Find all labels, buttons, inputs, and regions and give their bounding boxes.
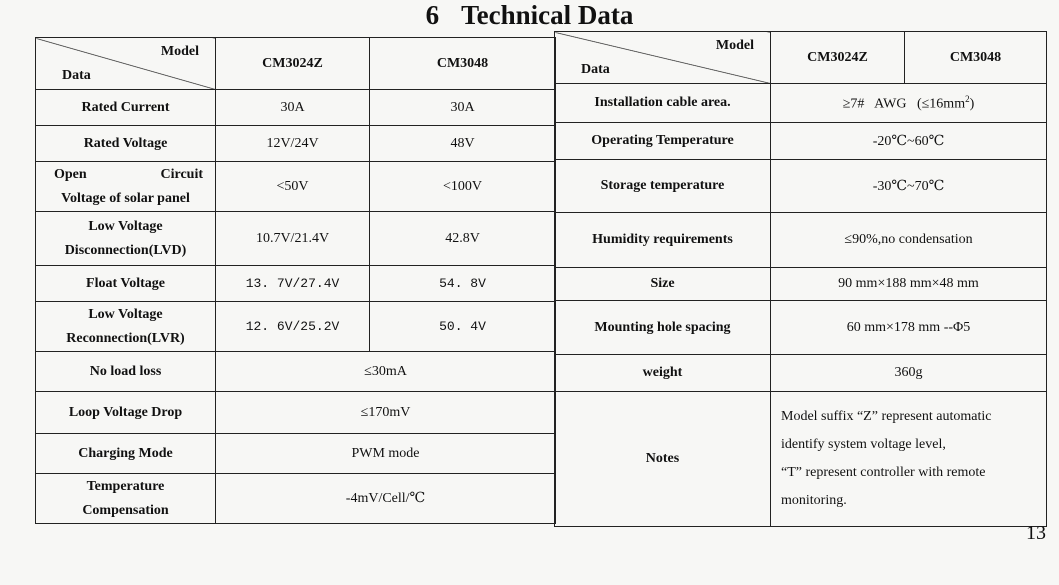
table-row <box>36 266 556 302</box>
cell-value: ≤170mV <box>216 392 556 434</box>
row-label-line: Voltage of solar panel <box>61 190 190 206</box>
row-label: Rated Voltage <box>36 126 216 162</box>
row-label-line: Low Voltage <box>88 218 163 234</box>
notes-cell <box>771 392 1047 527</box>
table-row <box>36 392 556 434</box>
table-row <box>36 90 556 126</box>
row-label <box>36 212 216 266</box>
section-number: 6 <box>425 0 440 30</box>
cell-value: ≤90%,no condensation <box>771 213 1047 268</box>
row-label: Installation cable area. <box>555 84 771 123</box>
note-line: “T” represent controller with remote monitoring. <box>781 465 986 508</box>
row-label: Mounting hole spacing <box>555 301 771 355</box>
cell-cm3024z: 10.7V/21.4V <box>216 212 370 266</box>
table-row <box>555 268 1047 301</box>
cell-cm3048: 42.8V <box>370 212 556 266</box>
page-number: 13 <box>1026 522 1046 544</box>
table-row <box>36 162 556 212</box>
row-label <box>36 474 216 524</box>
section-title <box>0 0 1059 30</box>
cell-value: 60 mm×178 mm --Φ5 <box>771 301 1047 355</box>
col-header-cm3048: CM3048 <box>370 38 556 90</box>
table-row <box>36 126 556 162</box>
section-title-text: Technical Data <box>461 0 634 30</box>
table-row <box>555 84 1047 123</box>
cell-cm3048: 48V <box>370 126 556 162</box>
data-header-label: Data <box>581 62 610 77</box>
data-header-label: Data <box>62 68 91 83</box>
cell-cm3024z: <50V <box>216 162 370 212</box>
table-row <box>555 160 1047 213</box>
table-row <box>36 474 556 524</box>
table-row <box>555 123 1047 160</box>
table-row <box>555 392 1047 527</box>
cell-cm3024z: 12V/24V <box>216 126 370 162</box>
row-label: Humidity requirements <box>555 213 771 268</box>
cell-value: PWM mode <box>216 434 556 474</box>
row-label-line: Disconnection(LVD) <box>64 242 187 258</box>
cell-cm3024z: 12. 6V/25.2V <box>216 302 370 352</box>
cell-value: 90 mm×188 mm×48 mm <box>771 268 1047 301</box>
table-row <box>36 302 556 352</box>
table-row <box>36 212 556 266</box>
row-label <box>36 162 216 212</box>
col-header-cm3024z: CM3024Z <box>771 32 905 84</box>
row-label: No load loss <box>36 352 216 392</box>
table-row <box>36 434 556 474</box>
table-row <box>555 301 1047 355</box>
model-header-label: Model <box>160 44 199 59</box>
row-label-line: Open <box>54 166 87 182</box>
row-label: Operating Temperature <box>555 123 771 160</box>
row-label-line: Reconnection(LVR) <box>66 330 185 346</box>
cell-value: -20℃~60℃ <box>771 123 1047 160</box>
col-header-cm3024z: CM3024Z <box>216 38 370 90</box>
row-label-line: Low Voltage <box>88 306 163 322</box>
cable-area-value: ≥7# AWG (≤16mm <box>842 96 966 112</box>
left-spec-table <box>35 37 556 524</box>
cell-cm3048: 50. 4V <box>370 302 556 352</box>
row-label-line: Compensation <box>82 502 169 518</box>
col-header-cm3048: CM3048 <box>905 32 1047 84</box>
header-diagonal-cell <box>36 38 216 90</box>
cell-value <box>771 84 1047 123</box>
header-diagonal-cell <box>555 32 771 84</box>
cell-cm3024z: 30A <box>216 90 370 126</box>
cell-cm3048: 30A <box>370 90 556 126</box>
superscript: 2 <box>965 93 970 104</box>
row-label: Size <box>555 268 771 301</box>
cell-value: ≤30mA <box>216 352 556 392</box>
row-label: Notes <box>555 392 771 527</box>
cell-value: -30℃~70℃ <box>771 160 1047 213</box>
row-label: Rated Current <box>36 90 216 126</box>
cell-value: -4mV/Cell/℃ <box>216 474 556 524</box>
row-label: Storage temperature <box>555 160 771 213</box>
note-line: Model suffix “Z” represent automatic identify system voltage level, <box>781 409 992 452</box>
table-row <box>555 355 1047 392</box>
row-label: weight <box>555 355 771 392</box>
cable-area-close: ) <box>969 96 975 112</box>
table-row <box>555 213 1047 268</box>
row-label: Loop Voltage Drop <box>36 392 216 434</box>
right-spec-table <box>554 31 1047 527</box>
model-header-label: Model <box>715 38 754 53</box>
row-label <box>36 302 216 352</box>
row-label-line: Temperature <box>86 478 165 494</box>
cell-cm3048: 54. 8V <box>370 266 556 302</box>
cell-cm3048: <100V <box>370 162 556 212</box>
cell-cm3024z: 13. 7V/27.4V <box>216 266 370 302</box>
table-row <box>36 352 556 392</box>
row-label: Float Voltage <box>36 266 216 302</box>
cell-value: 360g <box>771 355 1047 392</box>
row-label-line: Circuit <box>160 166 203 182</box>
row-label: Charging Mode <box>36 434 216 474</box>
